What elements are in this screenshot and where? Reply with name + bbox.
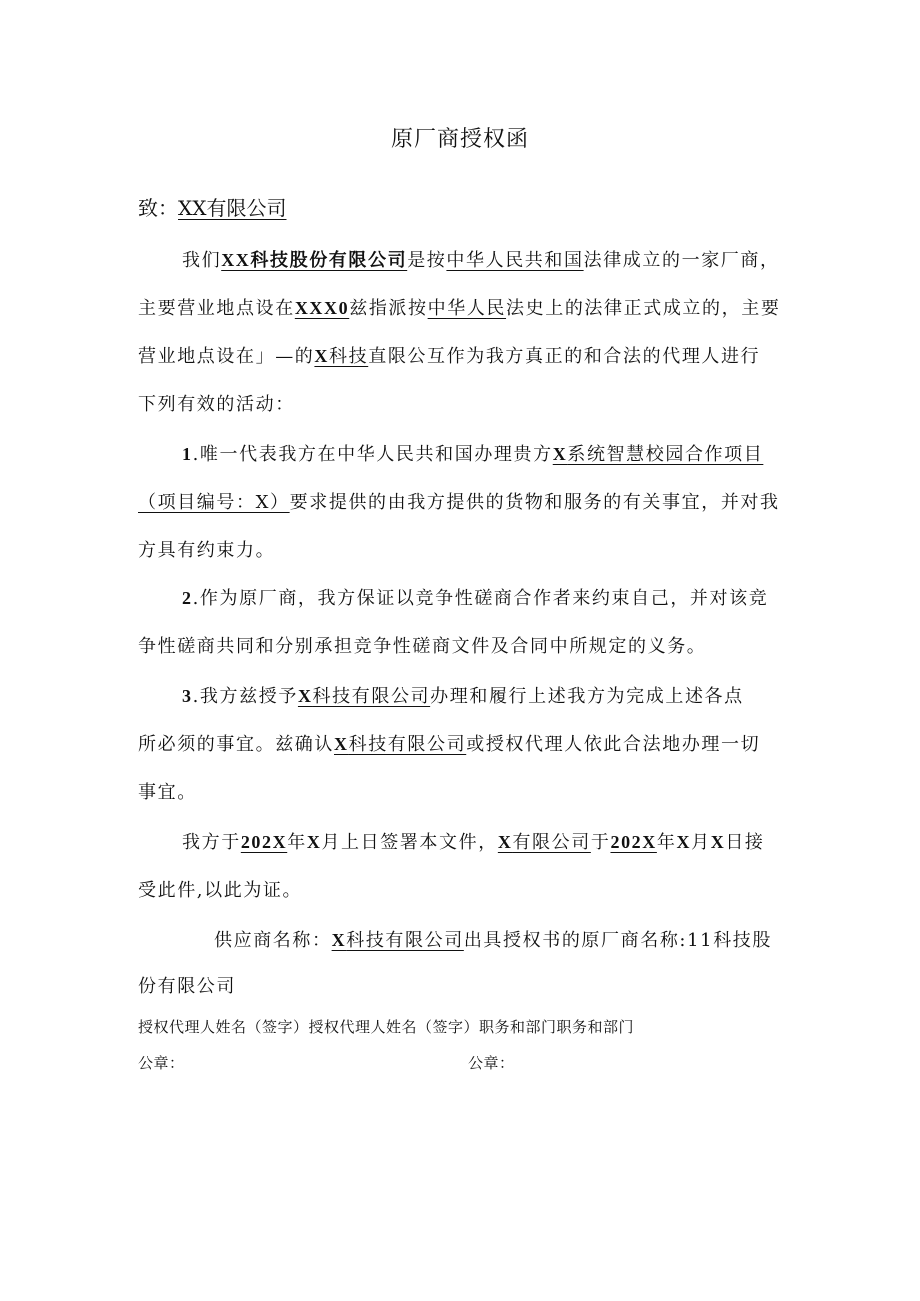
addressee <box>138 192 286 221</box>
text: 或授权代理人依此合法地办理一切 <box>466 734 761 755</box>
placeholder-x: X <box>334 734 349 754</box>
text: 我方于 <box>182 832 241 853</box>
intro-line-4: 下列有效的活动： <box>138 394 295 415</box>
placeholder-x: X <box>314 346 330 366</box>
supplier-line-1 <box>214 926 772 952</box>
year-value: 202X <box>610 832 657 852</box>
code-value: XXX0 <box>294 298 350 318</box>
text: 主要营业地点设在 <box>138 298 295 319</box>
text: 月 <box>691 832 711 853</box>
supplier-label: 供应商名称： <box>214 930 332 951</box>
month-value: X <box>306 832 322 852</box>
item-number: 1 <box>182 444 193 464</box>
text: 法史上的法律正式成立的，主要 <box>506 298 781 319</box>
text: 要求提供的由我方提供的货物和服务的有关事宜，并对我 <box>289 492 780 513</box>
project-name: 系统智慧校园合作项目 <box>567 444 764 465</box>
text: 月上日签署本文件， <box>321 832 498 853</box>
signature-line: 授权代理人姓名（签字）授权代理人姓名（签字）职务和部门职务和部门 <box>138 1018 635 1036</box>
day-value: X <box>710 832 726 852</box>
item-number: 3 <box>182 686 193 706</box>
text: 年 <box>287 832 307 853</box>
company-name: 科技有限公司 <box>348 734 467 755</box>
company-name: 有限公司 <box>512 832 591 853</box>
text: 兹指派按 <box>349 298 428 319</box>
item-2-line-1 <box>182 584 768 610</box>
seal-left: 公章： <box>138 1054 185 1072</box>
placeholder-x: X <box>331 930 347 950</box>
text: 我们 <box>182 250 222 271</box>
placeholder-x: X <box>497 832 513 852</box>
year-value: 202X <box>240 832 288 852</box>
date-line-1 <box>182 828 765 854</box>
placeholder-x: X <box>552 444 568 464</box>
text: 日接 <box>725 832 765 853</box>
date-line-2: 受此件,以此为证。 <box>138 880 303 901</box>
company-name: 科技有限公司 <box>312 686 431 707</box>
item-3-line-1 <box>182 682 744 708</box>
item-1-line-3: 方具有约束力。 <box>138 540 276 561</box>
addressee-prefix: 致： <box>138 196 178 220</box>
intro-line-3 <box>138 342 760 368</box>
text: .唯一代表我方在中华人民共和国办理贵方 <box>192 444 553 465</box>
placeholder-x: X <box>297 686 313 706</box>
text: 直限公互作为我方真正的和合法的代理人进行 <box>368 346 761 367</box>
company-name: 科技有限公司 <box>346 930 464 951</box>
page-title: 原厂商授权函 <box>390 127 529 152</box>
text: 营业地点设在」—的 <box>138 346 315 367</box>
addressee-company: XX有限公司 <box>178 196 287 220</box>
text: 所必须的事宜。兹确认 <box>138 734 334 755</box>
company-name: XX科技股份有限公司 <box>221 250 408 270</box>
seal-right: 公章： <box>468 1054 515 1072</box>
item-2-line-2: 争性磋商共同和分别承担竞争性磋商文件及合同中所规定的义务。 <box>138 636 707 657</box>
text: 于 <box>590 832 611 853</box>
country-name: 中华人民共和国 <box>446 250 584 271</box>
intro-line-1 <box>182 246 780 272</box>
item-3-line-2 <box>138 730 760 756</box>
month-value: X <box>676 832 692 852</box>
supplier-line-2: 份有限公司 <box>138 976 236 997</box>
project-number: （项目编号：X） <box>138 492 290 513</box>
text: 办理和履行上述我方为完成上述各点 <box>430 686 744 707</box>
item-1-line-1 <box>182 440 763 466</box>
country-name: 中华人民 <box>427 298 507 319</box>
text: 是按 <box>407 250 447 271</box>
item-1-line-2 <box>138 488 780 514</box>
company-name: 科技 <box>329 346 369 367</box>
item-3-line-3: 事宜。 <box>138 782 197 803</box>
text: .作为原厂商，我方保证以竞争性磋商合作者来约束自己，并对该竞 <box>192 588 769 609</box>
intro-line-2 <box>138 294 780 320</box>
text: .我方兹授予 <box>192 686 298 707</box>
text: 年 <box>656 832 677 853</box>
text: 出具授权书的原厂商名称:11科技股 <box>463 930 772 951</box>
text: 法律成立的一家厂商， <box>583 250 780 271</box>
item-number: 2 <box>182 588 193 608</box>
